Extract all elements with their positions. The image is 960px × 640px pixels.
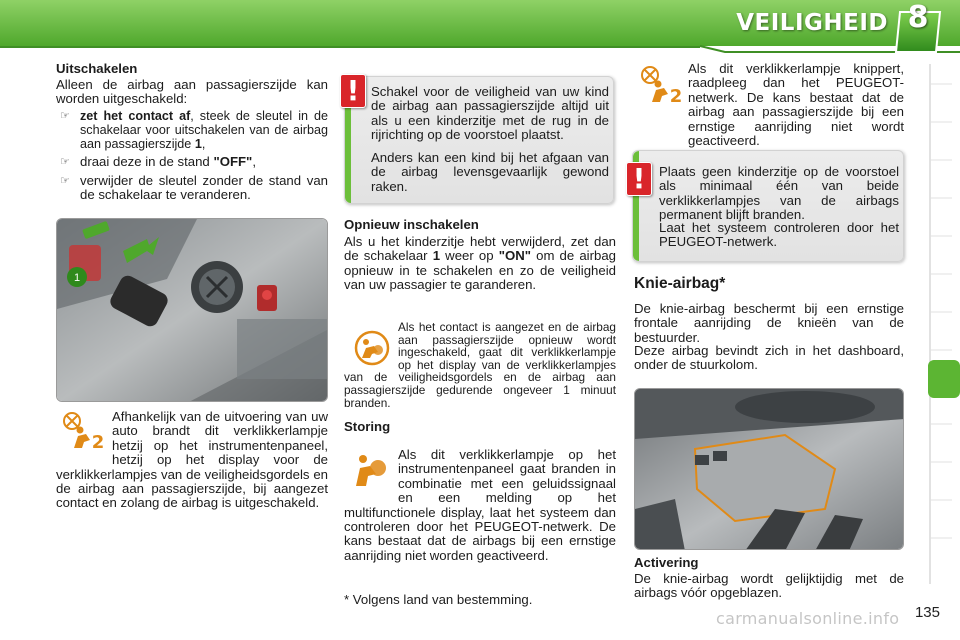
list-item: ☞ verwijder de sleutel zonder de stand van de schakelaar te veranderen. xyxy=(60,172,328,203)
opnieuw-text: Als u het kinderzitje hebt verwijderd, zet dan de schakelaar 1 weer op "ON" om de airbag opnieuw in te schakelen en zo de veiligheid van uw passagier te garanderen. xyxy=(344,234,617,293)
list-item: ☞ draai deze in de stand "OFF", xyxy=(60,154,256,170)
knee-airbag-photo xyxy=(634,388,904,550)
opnieuw-heading: Opnieuw inschakelen xyxy=(344,217,479,232)
knie-text-1: De knie-airbag beschermt bij een ernstige frontale aanrijding de knieën van de bestuurder. xyxy=(634,301,904,345)
contact-text: Als het contact is aangezet en de airbag aan passagierszijde opnieuw wordt ingeschakeld, gaat dit verklikkerlampje op het display van de verklikkerlampjes van de veiligheidsgordels en de airbag aan passagierszijde gedurende ongeveer 1 minuut branden. xyxy=(344,320,616,410)
section-title: VEILIGHEID xyxy=(736,10,888,36)
arrow-icon: ☞ xyxy=(60,156,70,169)
watermark: carmanualsonline.info xyxy=(716,609,900,628)
chapter-tabs xyxy=(922,64,960,584)
warning-text-3: Plaats geen kinderzitje op de voorstoel als minimaal één van beide verklikkerlampjes van de airbags permanent blijft branden. xyxy=(659,164,899,223)
activering-text: De knie-airbag wordt gelijktijdig met de airbags vóór opgeblazen. xyxy=(634,571,904,601)
knee-airbag-illustration xyxy=(635,389,904,550)
storing-text: Als dit verklikkerlampje op het instrumentenpaneel gaat branden in combinatie met een geluidssignaal en een melding op het multifunctionele display, laat het systeem dan controleren door het PEUGEOT-netwerk. De kans bestaat dat de airbags bij een ernstige aanrijding niet worden geactiveerd. xyxy=(344,447,616,563)
child-seat-warning-2 xyxy=(632,150,904,262)
warning-text-2: Anders kan een kind bij het afgaan van de airbag levensgevaarlijk gewond raken. xyxy=(371,150,609,194)
uitschakelen-intro: Alleen de airbag aan passagierszijde kan worden uitgeschakeld: xyxy=(56,77,328,107)
page-number: 135 xyxy=(914,604,940,621)
child-seat-warning xyxy=(344,76,614,204)
airbag-off-icon xyxy=(638,64,684,104)
activering-heading: Activering xyxy=(634,555,699,570)
footnote: * Volgens land van bestemming. xyxy=(344,592,533,607)
warning-text-1: Schakel voor de veiligheid van uw kind de airbag aan passagierszijde altijd uit als u een kinderzitje met de rug in de rijrichting op de voorstoel plaatst. xyxy=(371,84,609,143)
arrow-icon: ☞ xyxy=(60,174,70,187)
dashboard-illustration xyxy=(57,219,328,402)
knie-text-2: Deze airbag bevindt zich in het dashboard, onder de stuurkolom. xyxy=(634,343,904,373)
knie-heading: Knie-airbag* xyxy=(634,275,726,292)
arrow-icon: ☞ xyxy=(60,110,70,122)
uitschakelen-steps xyxy=(56,110,328,203)
svg-text:2: 2 xyxy=(91,432,105,450)
airbag-switch-photo xyxy=(56,218,328,402)
photo-label-1: 1 xyxy=(73,272,81,284)
uitschakelen-heading: Uitschakelen xyxy=(56,61,138,76)
knipper-text: Als dit verklikkerlampje knippert, raadpleeg dan het PEUGEOT-netwerk. De kans bestaat dat de airbag aan passagierszijde bij een ernstige aanrijding niet wordt geactiveerd. xyxy=(688,61,904,149)
list-item: ☞ zet het contact af, steek de sleutel in de schakelaar voor uitschakelen van de airbag aan passagierszijde 1, xyxy=(60,109,328,151)
warning-text-4: Laat het systeem controleren door het PEUGEOT-netwerk. xyxy=(659,220,899,250)
indicator-description: Afhankelijk van de uitvoering van uw auto brandt dit verklikkerlampje hetzij op het instrumentenpaneel, hetzij op het display voor de verklikkerlampjes van de veiligheidsgordels en de airbag aan passagierszijde, bij aangezet contact en zolang de airbag is uitgeschakeld. xyxy=(56,409,328,511)
warning-icon: ! xyxy=(626,162,652,196)
chapter-number: 8 xyxy=(907,0,929,35)
storing-heading: Storing xyxy=(344,419,391,434)
warning-icon: ! xyxy=(340,74,366,108)
svg-text:2: 2 xyxy=(669,86,683,104)
